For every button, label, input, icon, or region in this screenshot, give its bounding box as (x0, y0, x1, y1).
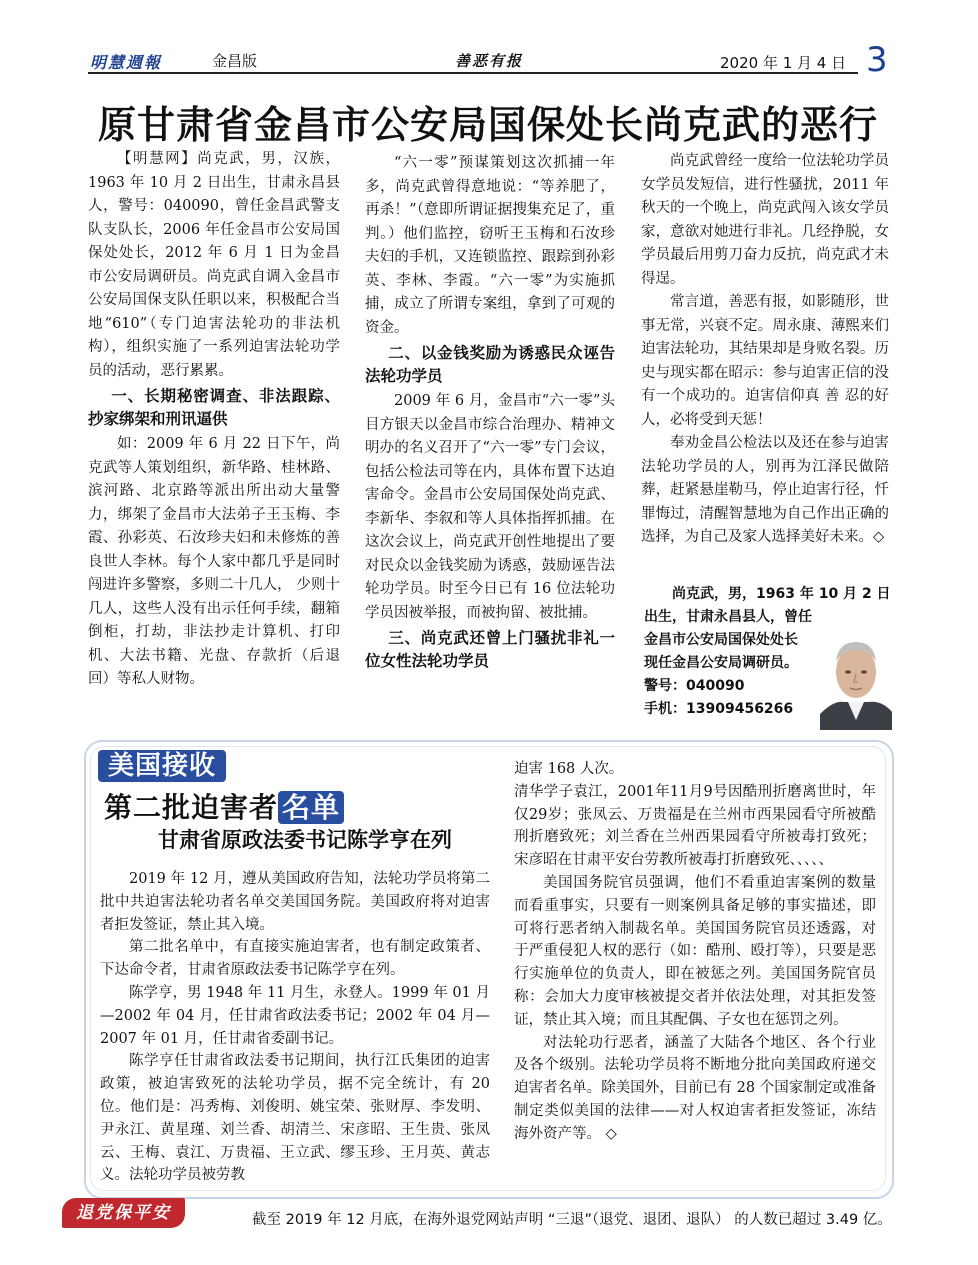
article-column-3 (641, 150, 889, 550)
story-paragraph: 2019 年 12 月，遵从美国政府告知，法轮功学员将第二批中共迫害法轮功者名单交美国国务院。美国政府将对迫害者拒发签证，禁止其入境。 (100, 871, 490, 933)
story-paragraph: 对法轮功行恶者，涵盖了大陆各个地区、各个行业及各个级别。法轮功学员将不断地分批向美国政府递交迫害者名单。除美国外，目前已有 28 个国家制定或准备制定类似美国的法律——对人权迫害者拒发签证，冻结海外资产等。 ◇ (514, 1034, 876, 1142)
article-paragraph: 常言道，善恶有报，如影随形，世事无常，兴衰不定。周永康、薄熙来们迫害法轮功，其结果却是身败名裂。历史与现实都在昭示：参与迫害正信的没有一个成功的。迫害信仰真 善 忍的好人，必将受到天惩！ (641, 294, 889, 428)
story-subheading: 甘肃省原政法委书记陈学亨在列 (158, 828, 452, 852)
motto: 善恶有报 (455, 52, 524, 70)
footer-notice: 截至 2019 年 12 月底，在海外退党网站声明 “三退”（退党、退团、退队） 的人数已超过 3.49 亿。 (252, 1212, 892, 1228)
article-paragraph: 2009 年 6 月，金昌市“六一零”头目方银天以金昌市综合治理办、精神文明办的名义召开了“六一零”专门会议，包括公检法司等在内，具体布置下达迫害命令。金昌市公安局国保处尚克武、李新华、李叙和等人具体指挥抓捕。在这次会议上，尚克武开创性地提出了要对民众以金钱奖励为诱惑，鼓励诬告法轮功学员。时至今日已有 16 位法轮功学员因被举报，而被拘留、被批捕。 (365, 393, 615, 621)
story-paragraph: 陈学亨，男 1948 年 11 月生，永登人。1999 年 01 月—2002 年 04 月，任甘肃省政法委书记；2002 年 04 月—2007 年 01 月，任甘肃省委副书记。 (100, 984, 490, 1047)
story-paragraph: 迫害 168 人次。 (514, 761, 624, 777)
story-column-2 (514, 758, 876, 1146)
page-title: 原甘肃省金昌市公安局国保处长尚克武的恶行 (97, 103, 878, 147)
article-column-2 (365, 152, 615, 675)
story-paragraph: 美国国务院官员强调，他们不看重迫害案例的数量而看重事实，只要有一则案例具备足够的事实描述，即可将行恶者纳入制裁名单。美国国务院官员还透露，对于严重侵犯人权的恶行（如：酷刑、殴打等），只要是恶行实施单位的负责人，即在被惩之列。美国国务院官员称：会加大力度审核被提交者并依法处理，对其拒发签证，禁止其入境；而且其配偶、子女也在惩罚之列。 (514, 874, 876, 1028)
story-title (104, 786, 344, 826)
story-title-text: 第二批迫害者 (104, 791, 279, 824)
story-banner: 美国接收 (98, 750, 226, 782)
masthead: 明慧週報 (90, 53, 163, 72)
story-title-highlight: 名单 (278, 791, 344, 824)
edition-label: 金昌版 (212, 52, 258, 70)
issue-date: 2020 年 1 月 4 日 (720, 54, 847, 72)
page-number: 3 (866, 40, 888, 80)
section-heading: 三、尚克武还曾上门骚扰非礼一位女性法轮功学员 (365, 629, 615, 670)
caption-line: 尚克武，男，1963 年 10 月 2 日 (672, 586, 891, 602)
article-paragraph: 奉劝金昌公检法以及还在参与迫害法轮功学员的人，别再为江泽民做陪葬，赶紧悬崖勒马，停止迫害行径，忏罪悔过，清醒智慧地为自己作出正确的选择，为自己及家人选择美好未来。◇ (641, 435, 889, 545)
caption-line: 出生，甘肃永昌县人，曾任 (644, 609, 812, 625)
article-paragraph: 如：2009 年 6 月 22 日下午，尚克武等人策划组织，新华路、桂林路、滨河路、北京路等派出所出动大量警力，绑架了金昌市大法弟子王玉梅、李霞、孙彩英、石汝珍夫妇和未修炼的善良世人李林。每个人家中都几乎是同时闯进许多警察，多则二十几人， 少则十几人，这些人没有出示任何手续，翻箱倒柜，打劫，非法抄走计算机、打印机、大法书籍、光盘、存款折（后退回）等私人财物。 (88, 436, 340, 687)
story-paragraph: 清华学子袁江，2001年11月9号因酷刑折磨离世时，年仅29岁；张凤云、万贵福是在兰州市西果园看守所被酷刑折磨致死；刘兰香在兰州西果园看守所被毒打致死；宋彦昭在甘肃平安台劳教所被毒打折磨致死、、、、、 (514, 783, 876, 869)
caption-line: 现任金昌公安局调研员。 (644, 655, 798, 671)
article-column-1 (88, 148, 340, 692)
story-paragraph: 陈学亨任甘肃省政法委书记期间，执行江氏集团的迫害政策，被迫害致死的法轮功学员，据不完全统计，有 20 位。他们是：冯秀梅、刘俊明、姚宝荣、张财厚、李发明、尹永江、黄星瑾、刘兰香、胡清兰、宋彦昭、王生贵、张凤云、王梅、袁江、万贵福、王立武、缪玉珍、王月英、黄志义。法轮功学员被劳教 (100, 1053, 490, 1184)
footer-tag: 退党保平安 (62, 1198, 185, 1228)
section-heading: 一、长期秘密调查、非法跟踪、抄家绑架和刑讯逼供 (88, 387, 340, 428)
article-paragraph: 尚克武曾经一度给一位法轮功学员女学员发短信，进行性骚扰，2011 年秋天的一个晚上，尚克武闯入该女学员家，意欲对她进行非礼。几经挣脱，女学员最后用剪刀奋力反抗，尚克武才未得逞。 (641, 153, 889, 287)
story-paragraph: 第二批名单中，有直接实施迫害者，也有制定政策者、下达命令者，甘肃省原政法委书记陈学亨在列。 (100, 939, 490, 979)
caption-line: 金昌市公安局国保处处长 (644, 632, 798, 648)
portrait-photo (820, 628, 892, 730)
article-paragraph: “六一零”预谋策划这次抓捕一年多，尚克武曾得意地说：“等养肥了， 再杀！”（意即所谓证据搜集充足了，重判。）他们监控，窃听王玉梅和石汝珍夫妇的手机，又连锁监控、跟踪到孙彩英、李林、李霞。“六一零”为实施抓捕，成立了所谓专案组，拿到了可观的资金。 (365, 155, 615, 336)
caption-line: 警号：040090 (644, 678, 745, 694)
article-paragraph: 【明慧网】尚克武，男，汉族，1963 年 10 月 2 日出生，甘肃永昌县人，警号：040090，曾任金昌武警支队支队长，2006 年任金昌市公安局国保处处长，2012 年 6 月 1 日为金昌市公安局调研员。尚克武自调入金昌市公安局国保支队任职以来，积极配合当地“610”（专门迫害法轮功的非法机构），组织实施了一系列迫害法轮功学员的活动，恶行累累。 (88, 151, 340, 379)
section-heading: 二、以金钱奖励为诱惑民众诬告法轮功学员 (365, 344, 615, 385)
story-column-1 (100, 868, 490, 1187)
caption-line: 手机：13909456266 (644, 701, 794, 717)
header-divider (88, 72, 858, 74)
